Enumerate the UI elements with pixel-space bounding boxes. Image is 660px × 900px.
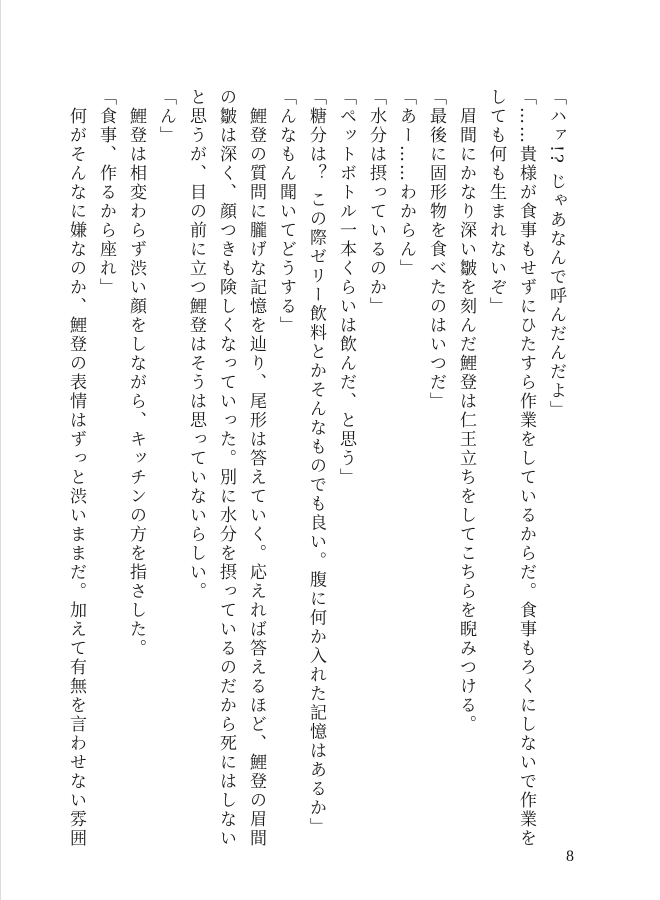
text-line: 「最後に固形物を食べたのはいつだ」	[426, 88, 446, 411]
page-number: 8	[566, 848, 574, 865]
text-line: 鯉登は相変わらず渋い顔をしながら、キッチンの方を指さした。	[126, 88, 146, 658]
text-line: 「水分は摂っているのか」	[366, 88, 386, 316]
text-line: 「ん」	[156, 88, 176, 145]
text-line: 「あー……わからん」	[396, 88, 416, 278]
text-line: 何がそんなに嫌なのか、鯉登の表情はずっと渋いままだ。加えて有無を言わせない雰囲	[66, 88, 86, 848]
text-line: 「……貴様が食事もせずにひたすら作業をしているからだ。食事もろくにしないで作業を	[516, 88, 536, 848]
text-line: しても何も生まれないぞ」	[486, 88, 506, 316]
text-line: 「糖分は？ この際ゼリー飲料とかそんなものでも良い。腹に何か入れた記憶はあるか」	[306, 88, 326, 837]
text-line: 鯉登の質問に朧げな記憶を辿り、尾形は答えていく。応えれば答えるほど、鯉登の眉間	[246, 88, 266, 848]
text-line: 「食事、作るから座れ」	[96, 88, 116, 297]
text-line: 「んなもん聞いてどうする」	[276, 88, 296, 335]
text-line: 眉間にかなり深い皺を刻んだ鯉登は仁王立ちをしてこちらを睨みつける。	[456, 88, 476, 734]
vertical-body-text	[66, 88, 571, 848]
text-line: と思うが、目の前に立つ鯉登はそうは思っていないらしい。	[186, 88, 206, 601]
text-line: 「ペットボトル一本くらいは飲んだ、と思う」	[336, 88, 356, 487]
text-line: の皺は深く、顔つきも険しくなっていった。別に水分を摂っているのだから死にはしない	[216, 88, 236, 848]
text-line: 「ハァ!? じゃあなんで呼んだんだよ」	[546, 88, 566, 420]
